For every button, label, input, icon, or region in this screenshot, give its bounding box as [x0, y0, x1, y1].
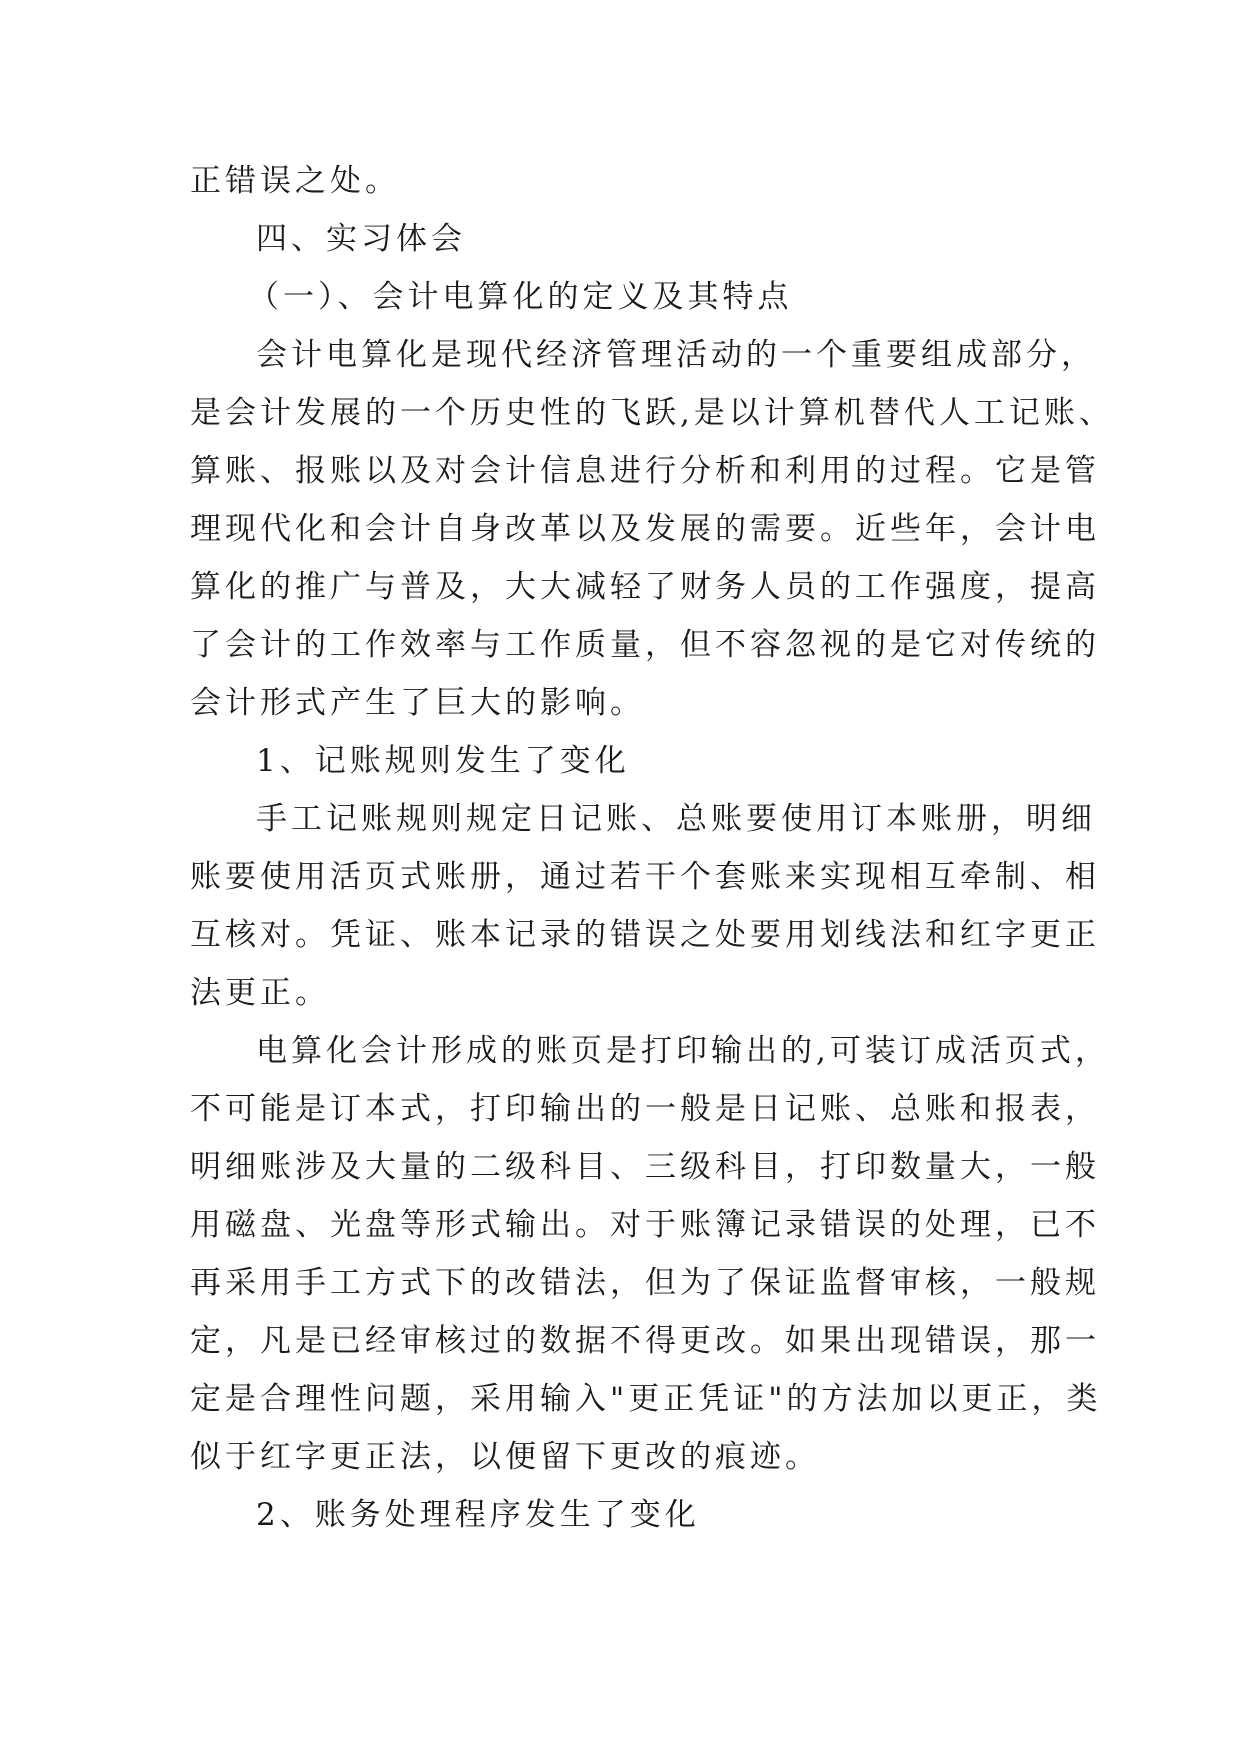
text-line: 不可能是订本式，打印输出的一般是日记账、总账和报表，	[190, 1091, 1100, 1127]
text-line: 用磁盘、光盘等形式输出。对于账簿记录错误的处理，已不	[190, 1207, 1100, 1243]
text-line: 明细账涉及大量的二级科目、三级科目，打印数量大，一般	[190, 1149, 1100, 1185]
text-line: 正错误之处。	[190, 163, 400, 199]
section-heading: 四、实习体会	[256, 221, 466, 257]
text-line: 账要使用活页式账册，通过若干个套账来实现相互牵制、相	[190, 859, 1100, 895]
text-line: 会计电算化是现代经济管理活动的一个重要组成部分，	[256, 337, 1096, 373]
text-line: 算账、报账以及对会计信息进行分析和利用的过程。它是管	[190, 453, 1100, 489]
item-heading: 1、记账规则发生了变化	[256, 743, 630, 779]
text-line: 会计形式产生了巨大的影响。	[190, 685, 645, 721]
text-line: 似于红字更正法，以便留下更改的痕迹。	[190, 1439, 820, 1475]
subsection-heading: （一）、会计电算化的定义及其特点	[248, 279, 793, 315]
text-line: 算化的推广与普及，大大减轻了财务人员的工作强度，提高	[190, 569, 1100, 605]
item-heading: 2、账务处理程序发生了变化	[256, 1497, 700, 1533]
text-line: 了会计的工作效率与工作质量，但不容忽视的是它对传统的	[190, 627, 1100, 663]
text-line: 定是合理性问题，采用输入"更正凭证"的方法加以更正，类	[190, 1381, 1102, 1417]
body-text	[190, 152, 1114, 1544]
text-line: 电算化会计形成的账页是打印输出的,可装订成活页式，	[256, 1033, 1110, 1069]
text-line: 理现代化和会计自身改革以及发展的需要。近些年，会计电	[190, 511, 1100, 547]
text-line: 手工记账规则规定日记账、总账要使用订本账册，明细	[256, 801, 1096, 837]
text-line: 是会计发展的一个历史性的飞跃,是以计算机替代人工记账、	[190, 395, 1114, 431]
text-line: 再采用手工方式下的改错法，但为了保证监督审核，一般规	[190, 1265, 1100, 1301]
text-line: 定，凡是已经审核过的数据不得更改。如果出现错误，那一	[190, 1323, 1100, 1359]
text-line: 法更正。	[190, 975, 330, 1011]
text-line: 互核对。凭证、账本记录的错误之处要用划线法和红字更正	[190, 917, 1100, 953]
